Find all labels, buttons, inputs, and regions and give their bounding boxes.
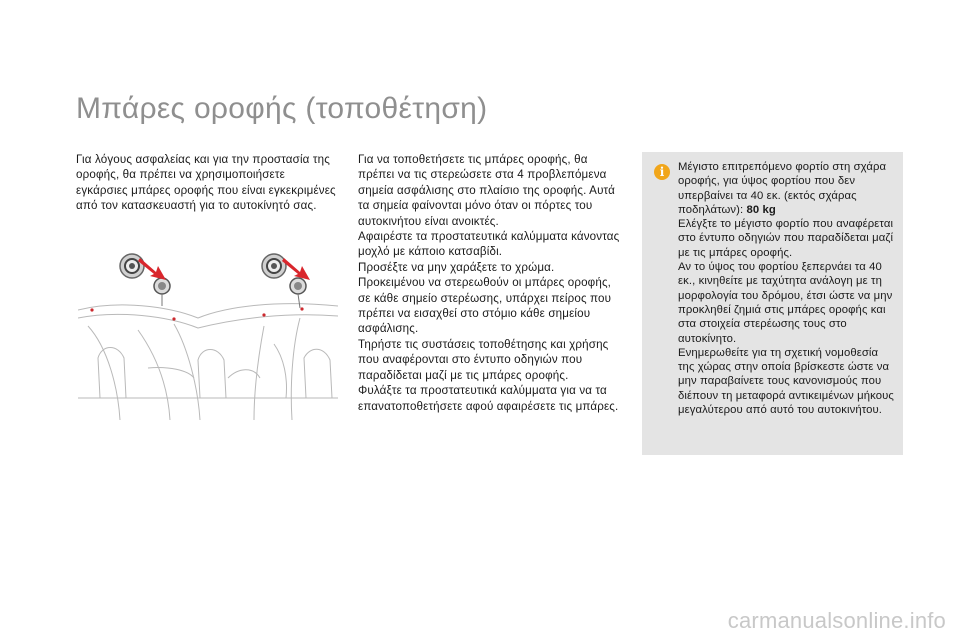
info-paragraph: Ενημερωθείτε για τη σχετική νομοθεσία της χώρας στην οποία βρίσκεστε ώστε να μην παραβαίνετε τους κανονισμούς που διέπουν τη μεταφορά αντικειμένων μήκους μεγαλύτερου από αυτό του αυτοκινήτου.: [678, 346, 894, 417]
intro-text: Για λόγους ασφαλείας και για την προστασία της οροφής, θα πρέπει να χρησιμοποιήσετε εγκάρσιες μπάρες οροφής που είναι εγκεκριμένες από τον κατασκευαστή για το αυτοκίνητό σας.: [76, 153, 336, 213]
max-load-value: 80 kg: [746, 203, 776, 216]
load-info-box: [642, 152, 903, 455]
info-icon: i: [654, 164, 670, 180]
roof-bar-fixing-illustration: [78, 248, 338, 420]
installation-instructions: [358, 152, 624, 414]
left-fixing-pin: [120, 254, 170, 306]
info-paragraph: Ελέγξτε το μέγιστο φορτίο που αναφέρεται στο έντυπο οδηγιών που παραδίδεται μαζί με τις μπάρες οροφής.: [678, 218, 894, 259]
instruction-paragraph: Για να τοποθετήσετε τις μπάρες οροφής, θα πρέπει να τις στερεώσετε στα 4 προβλεπόμενα σημεία ασφάλισης στο πλαίσιο της οροφής. Αυτά τα σημεία φαίνονται μόνο όταν οι πόρτες του αυτοκινήτου είναι ανοικτές.: [358, 153, 615, 228]
instruction-paragraph: Τηρήστε τις συστάσεις τοποθέτησης και χρήσης που αναφέρονται στο έντυπο οδηγιών που παραδίδεται μαζί με τις μπάρες οροφής.: [358, 337, 609, 382]
max-load-note: [678, 160, 897, 217]
instruction-paragraph: Αφαιρέστε τα προστατευτικά καλύμματα κάνοντας μοχλό με κάποιο κατσαβίδι.: [358, 230, 620, 259]
instruction-paragraph: Προσέξτε να μην χαράξετε το χρώμα.: [358, 260, 555, 274]
instruction-paragraph: Φυλάξτε τα προστατευτικά καλύμματα για να τα επανατοποθετήσετε αφού αφαιρέσετε τις μπάρες.: [358, 384, 619, 413]
max-load-intro: Μέγιστο επιτρεπόμενο φορτίο στη σχάρα οροφής, για ύψος φορτίου που δεν υπερβαίνει τα 40 εκ. (εκτός σχάρας ποδηλάτων):: [678, 161, 887, 216]
info-paragraph: Αν το ύψος του φορτίου ξεπερνάει τα 40 εκ., κινηθείτε με ταχύτητα ανάλογη με τη μορφολογία του δρόμου, έτσι ώστε να μην προκληθεί ζημιά στις μπάρες οροφής και στα στοιχεία στερέωσης τους στο αυτοκίνητο.: [678, 261, 893, 345]
page-title: Μπάρες οροφής (τοποθέτηση): [76, 92, 488, 125]
instruction-paragraph: Προκειμένου να στερεωθούν οι μπάρες οροφής, σε κάθε σημείο στερέωσης, υπάρχει πείρος που πρέπει να εισαχθεί στο στόμιο κάθε σημείου ασφάλισης.: [358, 276, 612, 336]
watermark: carmanualsonline.info: [727, 608, 946, 633]
